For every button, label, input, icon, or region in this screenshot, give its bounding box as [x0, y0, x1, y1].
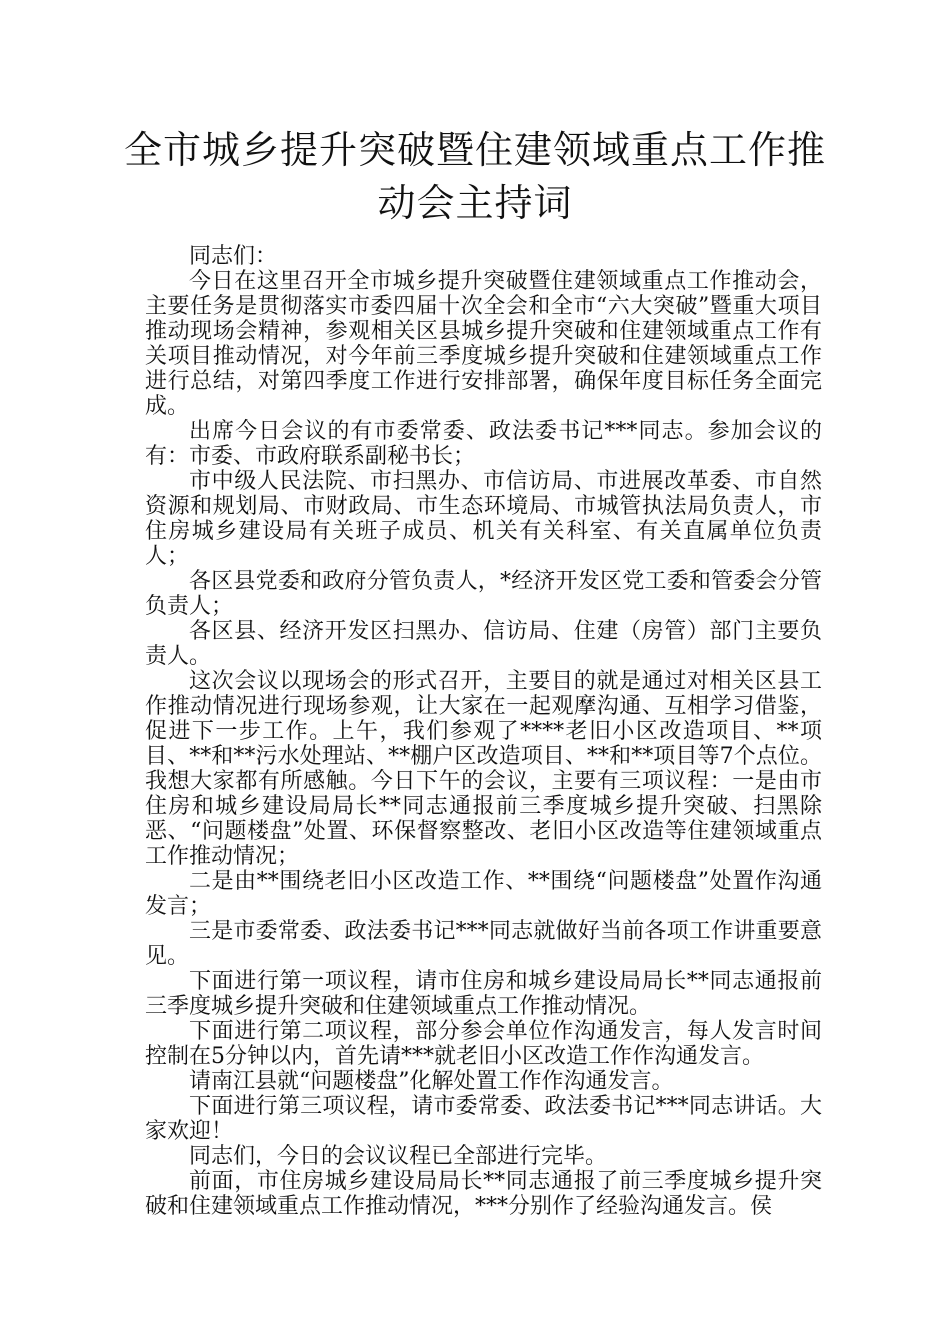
- paragraph-salutation: 同志们：: [189, 244, 278, 269]
- paragraph: 下面进行第二项议程，部分参会单位作沟通发言，每人发言时间控制在5分钟以内，首先请***就老旧小区改造工作作沟通发言。: [145, 1019, 822, 1069]
- paragraph: 下面进行第三项议程，请市委常委、政法委书记***同志讲话。大家欢迎！: [145, 1094, 822, 1144]
- paragraph: 前面，市住房城乡建设局局长**同志通报了前三季度城乡提升突破和住建领域重点工作推动情况，***分别作了经验沟通发言。侯: [145, 1169, 822, 1219]
- paragraph: 这次会议以现场会的形式召开，主要目的就是通过对相关区县工作推动情况进行现场参观，让大家在一起观摩沟通、互相学习借鉴，促进下一步工作。上午，我们参观了****老旧小区改造项目、**项目、**和**污水处理站、**棚户区改造项目、**和**项目等7个点位。我想大家都有所感触。今日下午的会议，主要有三项议程：一是由市住房和城乡建设局局长**同志通报前三季度城乡提升突破、扫黑除恶、“问题楼盘”处置、环保督察整改、老旧小区改造等住建领域重点工作推动情况；: [145, 669, 822, 869]
- paragraph: 同志们，今日的会议议程已全部进行完毕。: [189, 1144, 608, 1169]
- paragraph: 各区县党委和政府分管负责人，*经济开发区党工委和管委会分管负责人；: [145, 569, 822, 619]
- document-title: [120, 124, 830, 230]
- title-line-1: 全市城乡提升突破暨住建领域重点工作推: [123, 128, 826, 172]
- paragraph: 今日在这里召开全市城乡提升突破暨住建领域重点工作推动会，主要任务是贯彻落实市委四届十次全会和全市“六大突破”暨重大项目推动现场会精神，参观相关区县城乡提升突破和住建领域重点工作有关项目推动情况，对今年前三季度城乡提升突破和住建领域重点工作进行总结，对第四季度工作进行安排部署，确保年度目标任务全面完成。: [145, 269, 822, 419]
- paragraph: 二是由**围绕老旧小区改造工作、**围绕“问题楼盘”处置作沟通发言；: [145, 869, 822, 919]
- paragraph: 市中级人民法院、市扫黑办、市信访局、市进展改革委、市自然资源和规划局、市财政局、市生态环境局、市城管执法局负责人，市住房城乡建设局有关班子成员、机关有关科室、有关直属单位负责人；: [145, 469, 822, 569]
- paragraph: 下面进行第一项议程，请市住房和城乡建设局局长**同志通报前三季度城乡提升突破和住建领域重点工作推动情况。: [145, 969, 822, 1019]
- document-body: [145, 244, 822, 1219]
- paragraph: 请南江县就“问题楼盘”化解处置工作作沟通发言。: [189, 1069, 674, 1094]
- paragraph: 三是市委常委、政法委书记***同志就做好当前各项工作讲重要意见。: [145, 919, 822, 969]
- paragraph: 出席今日会议的有市委常委、政法委书记***同志。参加会议的有：市委、市政府联系副秘书长；: [145, 419, 822, 469]
- title-line-2: 动会主持词: [377, 181, 573, 225]
- paragraph: 各区县、经济开发区扫黑办、信访局、住建（房管）部门主要负责人。: [145, 619, 822, 669]
